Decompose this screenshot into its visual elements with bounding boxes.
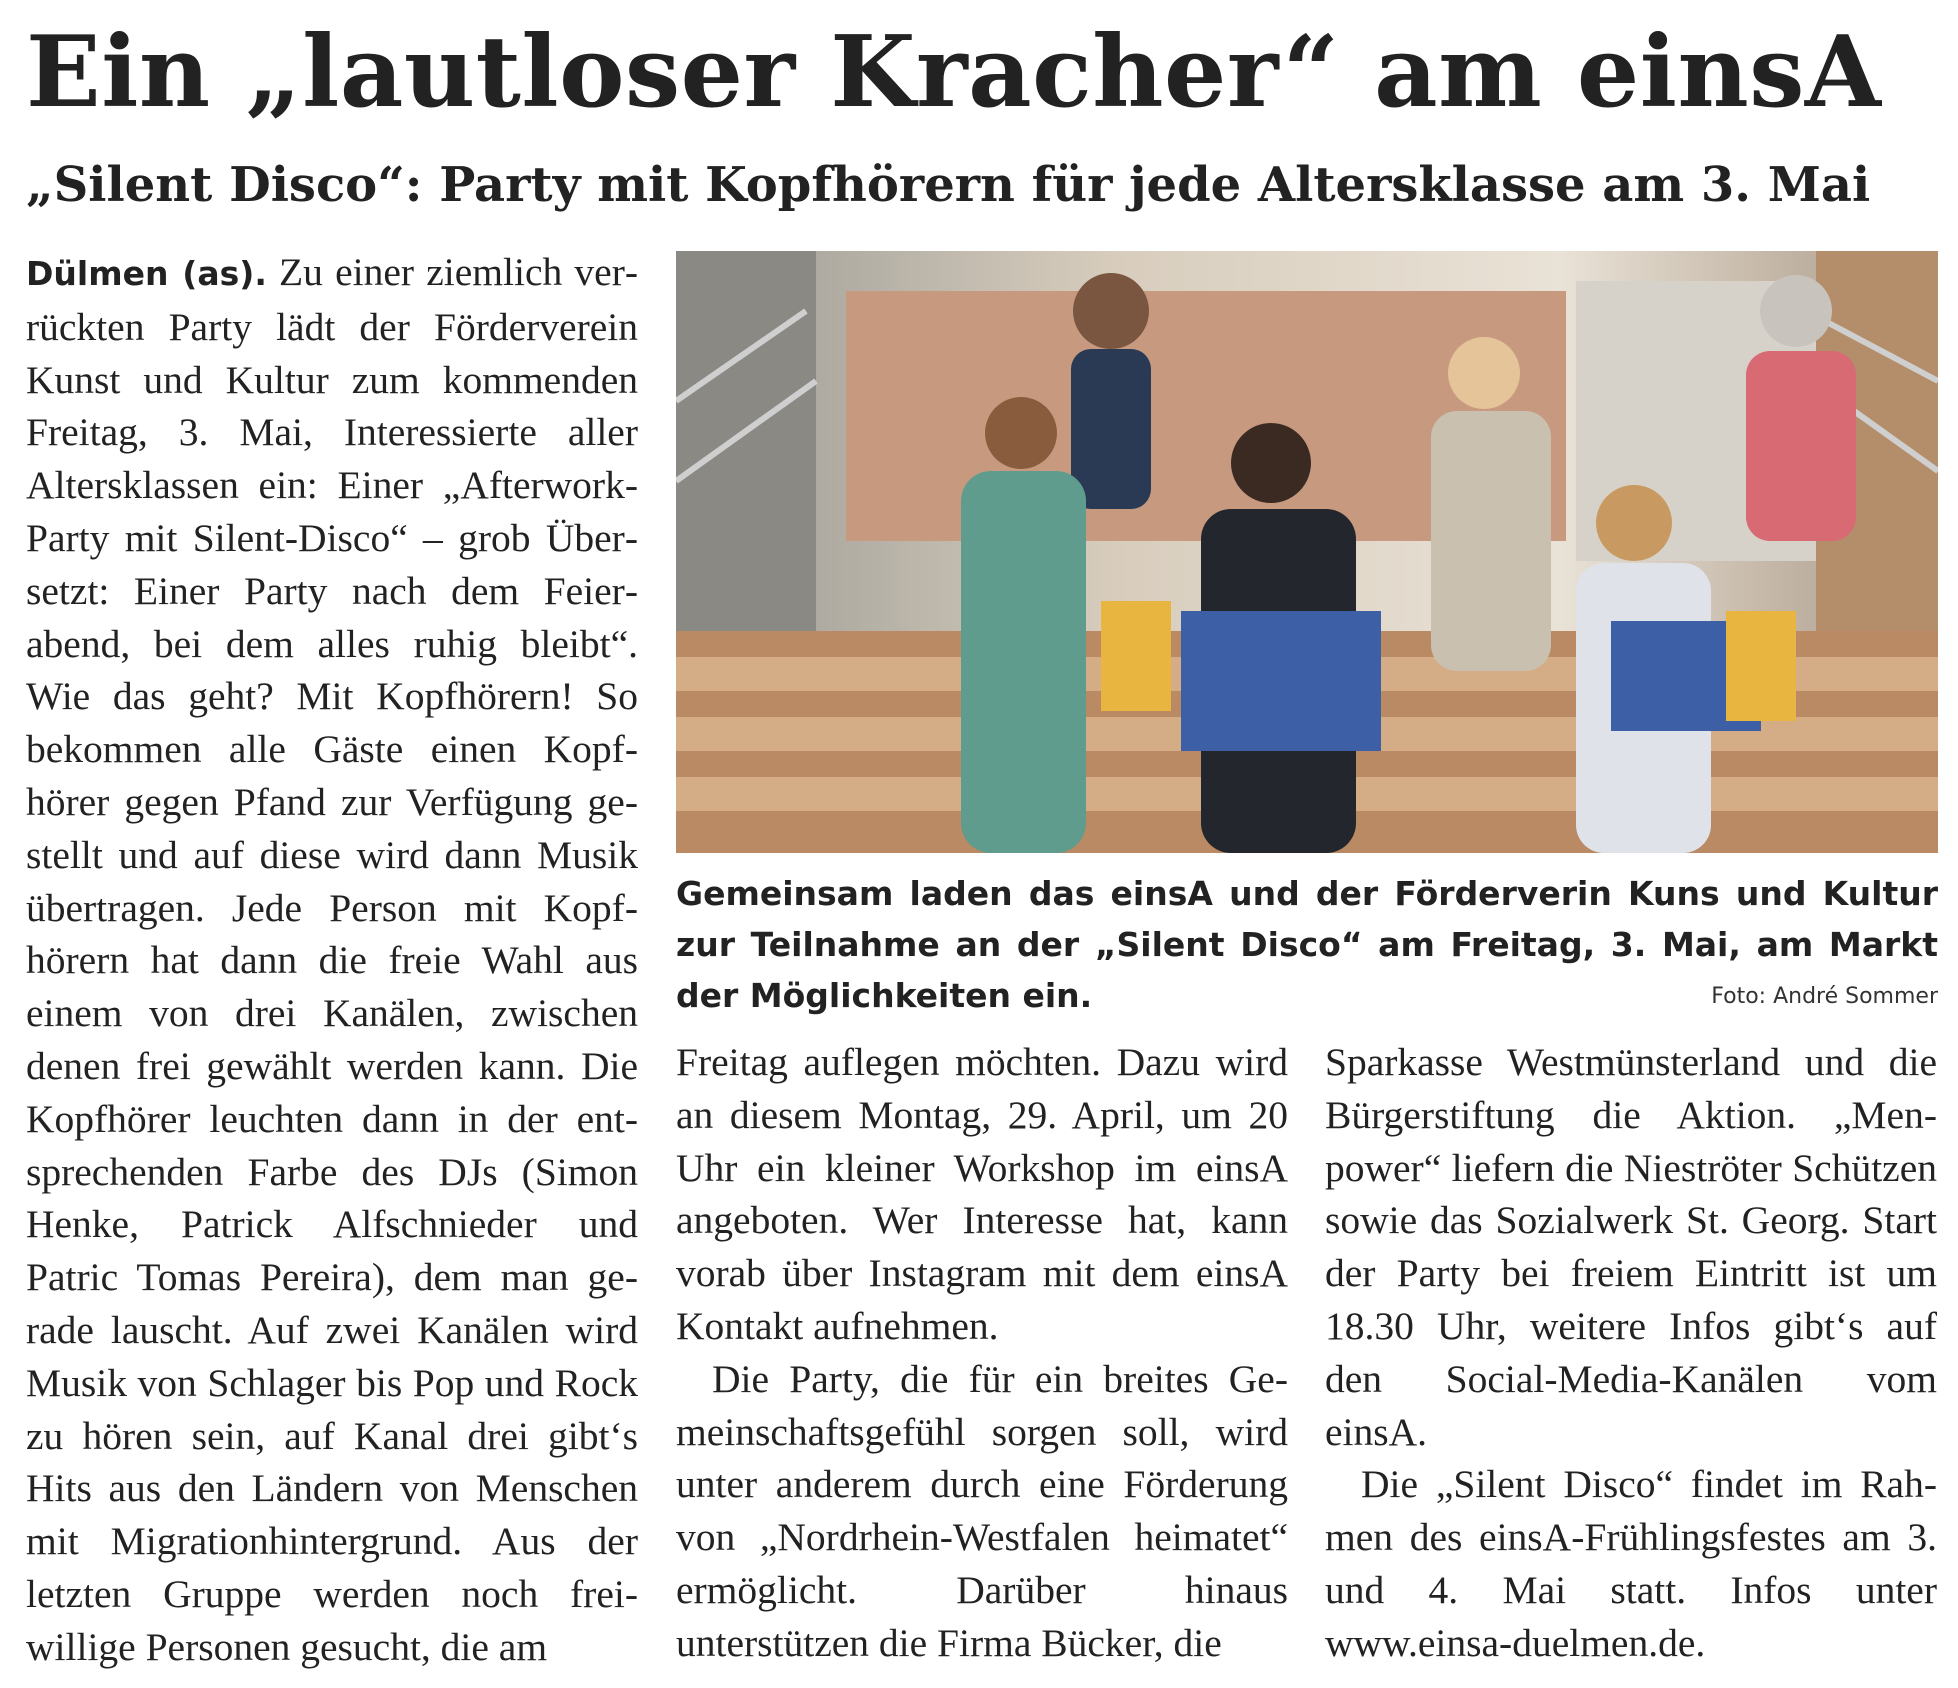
paragraph: Sparkasse Westmünsterland und die Bürgerstiftung die Aktion. „Menpower“ liefern die Nieströter Schützen sowie das Sozialwerk St. Georg. Start der Party bei freiem Eintritt ist um 18.30 Uhr, weitere Infos gibt‘s auf den Social-Media-Kanälen vom einsA. [1325,1040,1937,1454]
group-photo-image [676,251,1938,853]
photo-credit: Foto: André Sommer [1711,984,1938,1009]
dateline: Dülmen (as). [26,254,267,293]
article-photo [676,251,1938,853]
body-text: Zu einer ziemlich verrückten Party lädt der Förderverein Kunst und Kultur zum kommenden Freitag, 3. Mai, Interessierte aller Altersklassen ein: Einer „Afterwork-Party mit Silent-Disco“ – grob Übersetzt: Einer Party nach dem Feierabend, bei dem alles ruhig bleibt“. Wie das geht? Mit Kopfhörern! So bekommen alle Gäste einen Kopfhörer gegen Pfand zur Verfügung gestellt und auf diese wird dann Musik übertragen. Jede Person mit Kopfhörern hat dann die freie Wahl aus einem von drei Kanälen, zwischen denen frei gewählt werden kann. Die Kopfhörer leuchten dann in der entsprechenden Farbe des DJs (Simon Henke, Patrick Alfschnieder und Patric Tomas Pereira), dem man gerade lauscht. Auf zwei Kanälen wird Musik von Schlager bis Pop und Rock zu hören sein, auf Kanal drei gibt‘s Hits aus den Ländern von Menschen mit Migrationhintergrund. Aus der letzten Gruppe werden noch freiwillige Personen gesucht, die am [26,250,639,1669]
subheadline: „Silent Disco“: Party mit Kopfhörern für jede Altersklasse am 3. Mai [26,157,1871,213]
headline: Ein „lautloser Kracher“ am einsA [26,15,1882,130]
photo-caption: Gemeinsam laden das einsA und der Förderverin Kuns und Kultur zur Teilnahme an der „Silent Disco“ am Freitag, 3. Mai, am Markt der Möglichkeiten ein. [676,874,1938,1015]
article-column-2 [676,1036,1288,1670]
article-column-3 [1325,1036,1937,1670]
paragraph [26,246,638,1674]
paragraph: Freitag auflegen möchten. Dazu wird an diesem Montag, 29. April, um 20 Uhr ein kleiner Workshop im einsA angeboten. Wer Interesse hat, kann vorab über Instagram mit dem einsA Kontakt aufnehmen. [676,1040,1288,1348]
paragraph: Die „Silent Disco“ findet im Rahmen des einsA-Frühlingsfestes am 3. und 4. Mai statt. Infos unter www.einsa-duelmen.de. [1325,1462,1937,1665]
article-column-1 [26,246,638,1674]
paragraph: Die Party, die für ein breites Gemeinschaftsgefühl sorgen soll, wird unter anderem durch eine Förderung von „Nordrhein-Westfalen heimatet“ ermöglicht. Darüber hinaus unterstützen die Firma Bücker, die [676,1356,1288,1665]
